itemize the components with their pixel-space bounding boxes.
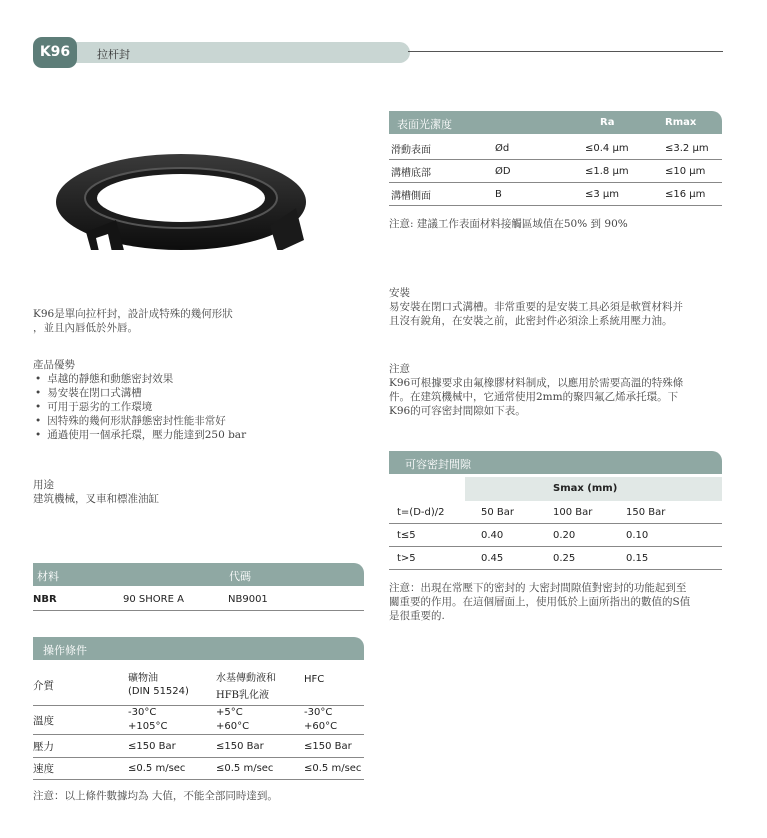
list-item: • 因特殊的幾何形狀靜態密封性能非常好 — [35, 414, 246, 428]
gap-note: 注意：出現在常壓下的密封的 大密封間隙值對密封的功能起到至 關重要的作用。在這個層面上，使用低於上面所指出的數值的S值 是很重要的. — [389, 582, 691, 622]
table-row: t≤5 0.40 0.20 0.10 — [389, 525, 722, 547]
table-row: 滑動表面 Ød ≤0.4 μm ≤3.2 μm — [389, 138, 722, 160]
notice-section: 注意 K96可根據要求由氟橡膠材料制成，以應用於需要高溫的特殊條 件。在建筑機械中，它通常使用2mm的聚四氟乙烯承托環。下 K96的可容密封間隙如下表。 — [389, 363, 684, 417]
page-title: 拉杆封 — [97, 48, 130, 61]
table-row: 介質 礦物油 (DIN 51524) 水基傳動液和 HFB乳化液 HFC — [33, 666, 364, 706]
advantages-section — [33, 358, 246, 442]
operating-title: 操作條件 — [43, 644, 87, 657]
gap-table-header — [389, 451, 722, 474]
material-code: NB9001 — [228, 594, 268, 605]
code-col-label: 代碼 — [229, 570, 251, 583]
material-name: NBR — [33, 594, 57, 605]
advantages-title: 產品優勢 — [33, 359, 75, 371]
usage-section — [33, 478, 159, 506]
list-item: • 通過使用一個承托環，壓力能達到250 bar — [35, 428, 246, 442]
install-section: 安裝 易安裝在閉口式溝槽。非常重要的是安裝工具必須是軟質材料并 且沒有銳角，在安裝之前，此密封件必須涂上系統用壓力油。 — [389, 287, 683, 327]
table-row: 溝槽底部 ØD ≤1.8 μm ≤10 μm — [389, 161, 722, 183]
table-row: 溝槽側面 B ≤3 μm ≤16 μm — [389, 184, 722, 206]
surface-col-ra: Ra — [600, 117, 615, 128]
table-row — [33, 589, 364, 611]
table-row: 壓力 ≤150 Bar ≤150 Bar ≤150 Bar — [33, 736, 364, 758]
list-item: • 可用于惡劣的工作環境 — [35, 400, 246, 414]
product-badge: K96 — [33, 37, 77, 68]
operating-table-header — [33, 637, 364, 660]
surface-col-rmax: Rmax — [665, 117, 697, 128]
material-table-header — [33, 563, 364, 586]
install-title: 安裝 — [389, 287, 410, 299]
material-col-label: 材料 — [37, 570, 59, 583]
smax-band — [465, 477, 722, 501]
list-item: • 卓越的靜態和動態密封效果 — [35, 372, 246, 386]
usage-title: 用途 — [33, 479, 54, 491]
table-row: 速度 ≤0.5 m/sec ≤0.5 m/sec ≤0.5 m/sec — [33, 758, 364, 780]
surface-table-header — [389, 111, 722, 134]
table-row: t>5 0.45 0.25 0.15 — [389, 548, 722, 570]
notice-title: 注意 — [389, 363, 410, 375]
description: K96是單向拉杆封，設計成特殊的幾何形狀 ，並且內唇低於外唇。 — [33, 308, 233, 334]
operating-note: 注意：以上條件數據均為 大值，不能全部同時達到。 — [33, 790, 278, 802]
smax-label: Smax (mm) — [553, 483, 618, 494]
header-bar — [40, 42, 410, 63]
material-hardness: 90 SHORE A — [123, 594, 184, 605]
table-row: 溫度 -30°C +105°C +5°C +60°C -30°C +60°C — [33, 707, 364, 735]
seal-ring-image — [46, 140, 312, 270]
gap-table-title: 可容密封間隙 — [405, 458, 471, 471]
surface-note: 注意: 建議工作表面材料接觸區域值在50% 到 90% — [389, 218, 628, 230]
surface-table-title: 表面光潔度 — [397, 118, 452, 131]
usage-text: 建筑機械，叉車和標准油缸 — [33, 493, 159, 505]
table-row: t=(D-d)/2 50 Bar 100 Bar 150 Bar — [389, 502, 722, 524]
header-divider — [408, 51, 723, 52]
list-item: • 易安裝在閉口式溝槽 — [35, 386, 246, 400]
